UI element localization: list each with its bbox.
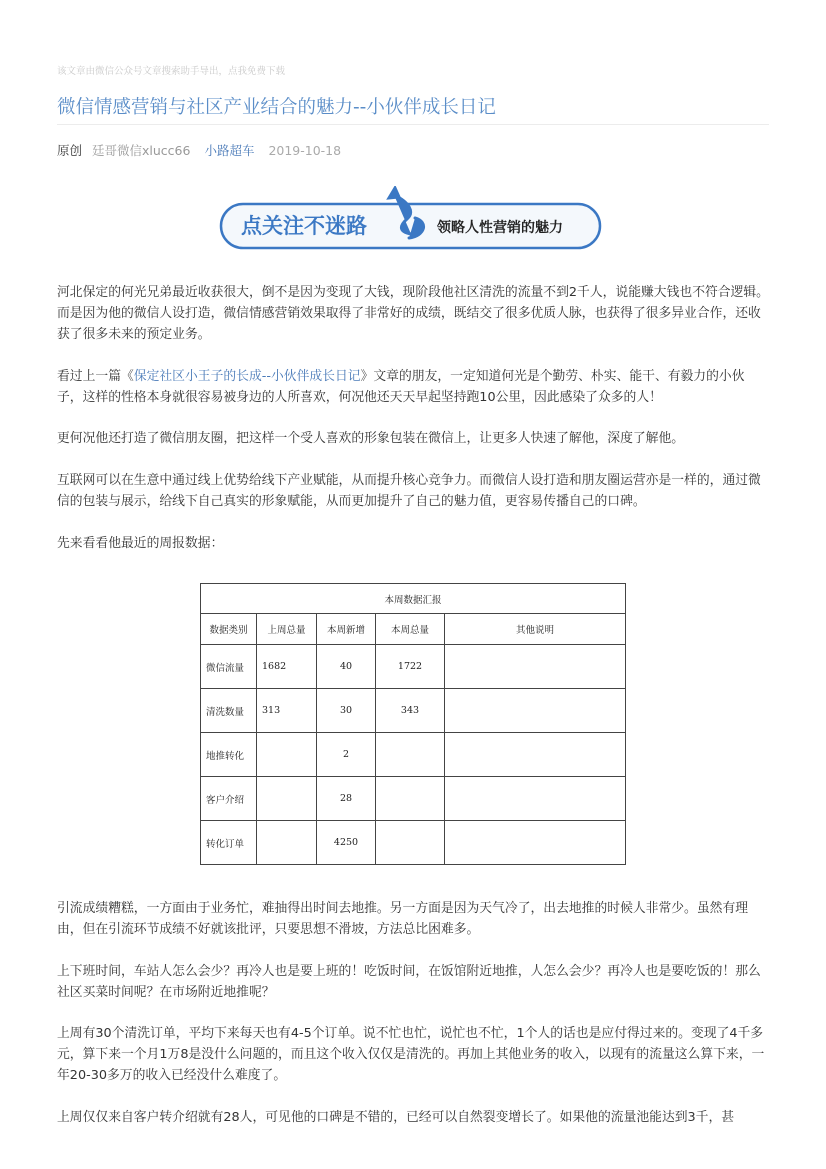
- publish-date: 2019-10-18: [268, 143, 342, 158]
- table-row: [201, 821, 626, 865]
- paragraph-4: 互联网可以在生意中通过线上优势给线下产业赋能，从而提升核心竞争力。而微信人设打造和朋友圈运营亦是一样的，通过微信的包装与展示，给线下自己真实的形象赋能，从而更加提升了自己的魅力值，更容易传播自己的口碑。: [57, 473, 761, 509]
- previous-article-link[interactable]: 保定社区小王子的长成--小伙伴成长日记: [133, 369, 361, 384]
- table-cell: [376, 821, 445, 865]
- table-cell: 30: [317, 689, 376, 733]
- paragraph-1: 河北保定的何光兄弟最近收获很大，倒不是因为变现了大钱，现阶段他社区清洗的流量不到2千人，说能赚大钱也不符合逻辑。而是因为他的微信人设打造，微信情感营销效果取得了非常好的成绩，既结交了很多优质人脉，也获得了很多异业合作，还收获了很多未来的预定业务。: [57, 285, 769, 342]
- table-cell: [445, 777, 626, 821]
- table-cell: 40: [317, 645, 376, 689]
- table-cell: [376, 777, 445, 821]
- table-cell: 28: [317, 777, 376, 821]
- table-cell: 转化订单: [201, 821, 257, 865]
- header-cell: 本周总量: [376, 614, 445, 645]
- table-cell: 343: [376, 689, 445, 733]
- paragraph-5: 先来看看他最近的周报数据：: [57, 536, 224, 551]
- table-cell: 313: [257, 689, 317, 733]
- paragraph-2: [57, 366, 769, 408]
- table-row: [201, 777, 626, 821]
- author-name: 廷哥微信xlucc66: [92, 143, 191, 158]
- account-name-link[interactable]: 小路超车: [204, 143, 255, 158]
- header-cell: 上周总量: [257, 614, 317, 645]
- table-cell: 微信流量: [201, 645, 257, 689]
- table-cell: [257, 733, 317, 777]
- table-cell: [257, 821, 317, 865]
- table-cell: [376, 733, 445, 777]
- weekly-report-table: [200, 583, 626, 865]
- table-cell: [257, 777, 317, 821]
- banner-left-text: 点关注不迷路: [241, 214, 367, 238]
- paragraph-7: 上下班时间，车站人怎么会少？再冷人也是要上班的！吃饭时间，在饭馆附近地推，人怎么会少？再冷人也是要吃饭的！那么社区买菜时间呢？在市场附近地推呢？: [57, 964, 761, 1000]
- table-cell: [445, 689, 626, 733]
- article-title: 微信情感营销与社区产业结合的魅力--小伙伴成长日记: [57, 97, 496, 118]
- table-row: [201, 689, 626, 733]
- export-notice-link[interactable]: 该文章由微信公众号文章搜索助手导出，点我免费下载: [57, 66, 286, 77]
- p2-prefix: 看过上一篇《: [57, 369, 134, 384]
- follow-banner: [219, 186, 602, 250]
- title-divider: [57, 124, 769, 125]
- table-cell: 4250: [317, 821, 376, 865]
- banner-right-text: 领略人性营销的魅力: [437, 220, 563, 236]
- table-row: [201, 733, 626, 777]
- original-tag: 原创: [57, 143, 83, 158]
- table-caption: 本周数据汇报: [201, 584, 626, 614]
- table-cell: [445, 821, 626, 865]
- table-cell: [445, 733, 626, 777]
- table-cell: 地推转化: [201, 733, 257, 777]
- table-cell: [445, 645, 626, 689]
- article-meta: [57, 141, 341, 159]
- table-cell: 清洗数量: [201, 689, 257, 733]
- paragraph-3: 更何况他还打造了微信朋友圈，把这样一个受人喜欢的形象包装在微信上，让更多人快速了解他，深度了解他。: [57, 431, 685, 446]
- table-cell: 2: [317, 733, 376, 777]
- table-row: [201, 645, 626, 689]
- paragraph-8: 上周有30个清洗订单，平均下来每天也有4-5个订单。说不忙也忙，说忙也不忙，1个人的话也是应付得过来的。变现了4千多元，算下来一个月1万8是没什么问题的，而且这个收入仅仅是清洗的。再加上其他业务的收入，以现有的流量这么算下来，一年20-30多万的收入已经没什么难度了。: [57, 1026, 765, 1083]
- paragraph-9: 上周仅仅来自客户转介绍就有28人，可见他的口碑是不错的，已经可以自然裂变增长了。如果他的流量池能达到3千，甚: [57, 1110, 735, 1125]
- header-cell: 数据类别: [201, 614, 257, 645]
- table-cell: 1722: [376, 645, 445, 689]
- table-cell: 客户介绍: [201, 777, 257, 821]
- p2-suffix: 》文章的朋友，一定知道何光是个勤劳、朴实、能干、有毅力的小伙子，这样的性格本身就很容易被身边的人所喜欢，何况他还天天早起坚持跑10公里，因此感染了众多的人！: [57, 369, 745, 405]
- table-cell: 1682: [257, 645, 317, 689]
- paragraph-6: 引流成绩糟糕，一方面由于业务忙，难抽得出时间去地推。另一方面是因为天气冷了，出去地推的时候人非常少。虽然有理由，但在引流环节成绩不好就该批评，只要思想不滑坡，方法总比困难多。: [57, 901, 749, 937]
- header-cell: 其他说明: [445, 614, 626, 645]
- header-cell: 本周新增: [317, 614, 376, 645]
